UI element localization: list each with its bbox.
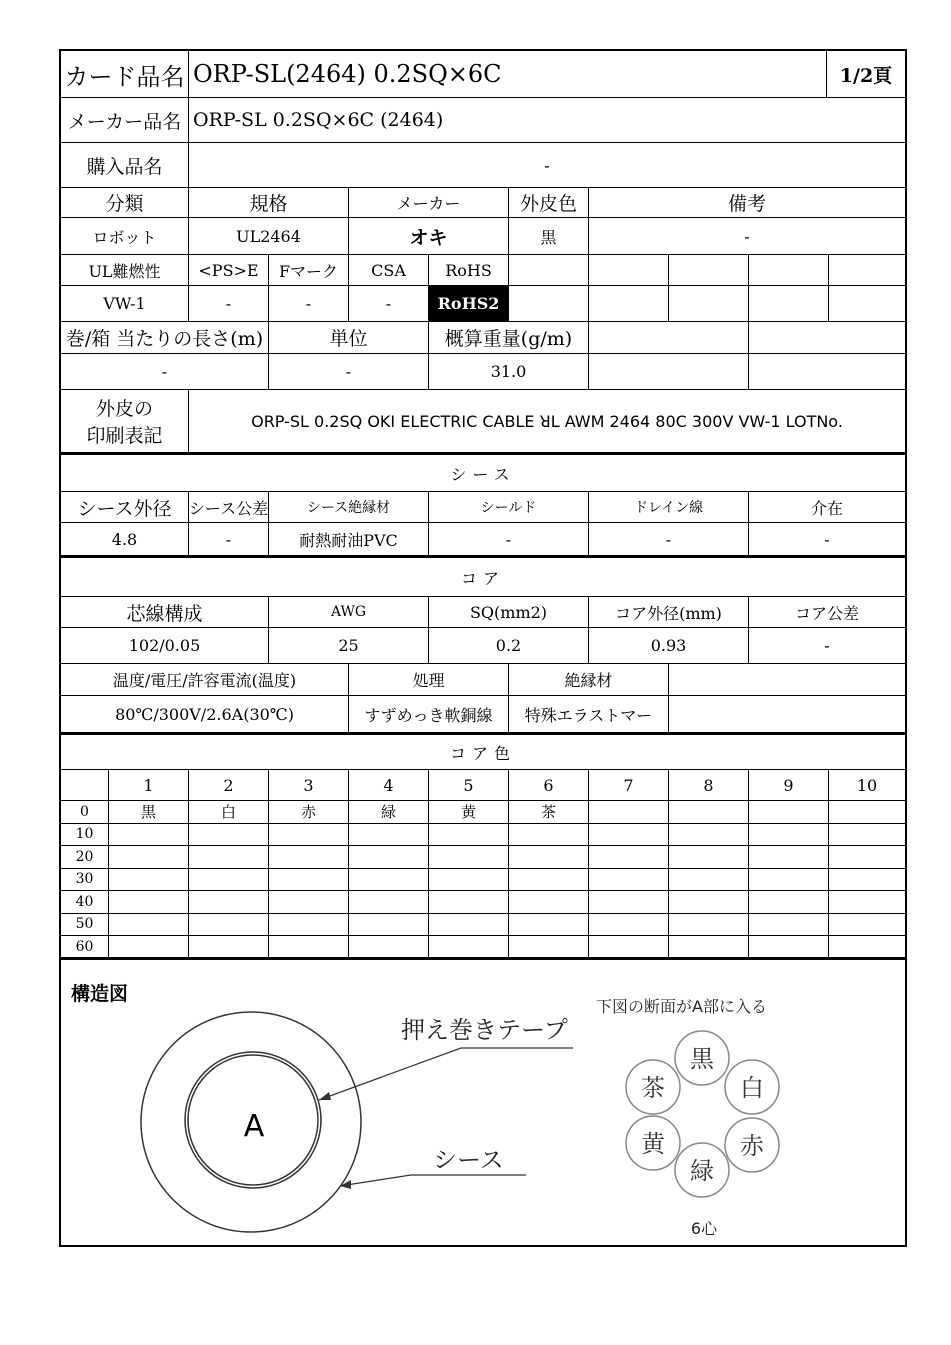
conductor-label: 芯線構成 bbox=[61, 597, 269, 628]
color-cell bbox=[589, 801, 669, 824]
weight-label: 概算重量(g/m) bbox=[429, 322, 589, 354]
color-row-label: 0 bbox=[61, 801, 109, 824]
core-color-label: 赤 bbox=[740, 1132, 764, 1160]
color-cell bbox=[669, 846, 749, 869]
color-cell bbox=[589, 869, 669, 892]
sheath-od-label: シース外径 bbox=[61, 492, 189, 523]
treatment-label: 処理 bbox=[349, 664, 509, 696]
core-cross-section bbox=[626, 1031, 779, 1197]
color-column-header: 6 bbox=[509, 770, 589, 801]
jacket-color-value: 黒 bbox=[509, 218, 589, 255]
color-cell bbox=[669, 891, 749, 914]
color-cell bbox=[669, 824, 749, 847]
color-cell bbox=[749, 914, 829, 937]
csa-value: - bbox=[349, 286, 429, 322]
sheath-leader-line bbox=[340, 1175, 526, 1186]
empty-cell bbox=[589, 286, 669, 322]
empty-cell bbox=[669, 255, 749, 286]
color-row-label: 50 bbox=[61, 914, 109, 937]
core-section-title: コア bbox=[61, 558, 905, 597]
color-cell bbox=[349, 936, 429, 959]
tape-arrow-icon bbox=[319, 1092, 331, 1100]
color-cell bbox=[269, 869, 349, 892]
sheath-insulation-value: 耐熱耐油PVC bbox=[269, 523, 429, 556]
maker-name-label: メーカー品名 bbox=[61, 98, 189, 143]
insulation-label: 絶縁材 bbox=[509, 664, 669, 696]
core-color-label: 黒 bbox=[690, 1045, 714, 1073]
conductor-value: 102/0.05 bbox=[61, 628, 269, 664]
color-column-header: 10 bbox=[829, 770, 905, 801]
color-row-label: 10 bbox=[61, 824, 109, 847]
color-row-label: 60 bbox=[61, 936, 109, 959]
color-row-label: 30 bbox=[61, 869, 109, 892]
color-cell bbox=[669, 936, 749, 959]
empty-cell bbox=[589, 255, 669, 286]
core-a-label: A bbox=[243, 1109, 265, 1144]
color-cell bbox=[269, 891, 349, 914]
tape-label: 押え巻きテープ bbox=[401, 1016, 568, 1044]
print-marking-label-line1: 外皮の bbox=[95, 398, 153, 420]
jacket-color-label: 外皮色 bbox=[509, 188, 589, 218]
awg-value: 25 bbox=[269, 628, 429, 664]
color-cell bbox=[669, 801, 749, 824]
unit-value: - bbox=[269, 354, 429, 390]
sheath-tolerance-label: シース公差 bbox=[189, 492, 269, 523]
color-column-header: 1 bbox=[109, 770, 189, 801]
color-cell bbox=[589, 824, 669, 847]
color-cell bbox=[749, 869, 829, 892]
color-cell bbox=[349, 914, 429, 937]
color-cell: 黄 bbox=[429, 801, 509, 824]
color-cell bbox=[269, 824, 349, 847]
color-cell bbox=[189, 869, 269, 892]
color-cell bbox=[349, 846, 429, 869]
sq-label: SQ(mm2) bbox=[429, 597, 589, 628]
empty-cell bbox=[749, 255, 829, 286]
color-cell bbox=[109, 936, 189, 959]
color-cell bbox=[429, 824, 509, 847]
treatment-value: すずめっき軟銅線 bbox=[349, 696, 509, 733]
ul-flame-label: UL難燃性 bbox=[61, 255, 189, 286]
color-cell: 赤 bbox=[269, 801, 349, 824]
color-cell: 茶 bbox=[509, 801, 589, 824]
color-cell bbox=[589, 846, 669, 869]
core-color-label: 白 bbox=[740, 1074, 764, 1102]
color-cell bbox=[509, 891, 589, 914]
structure-diagram-title: 構造図 bbox=[71, 983, 129, 1005]
weight-value: 31.0 bbox=[429, 354, 589, 390]
core-color-label: 緑 bbox=[690, 1157, 714, 1185]
color-cell bbox=[829, 801, 905, 824]
core-count-label: 6心 bbox=[690, 1219, 718, 1238]
print-marking-value: ORP-SL 0.2SQ OKI ELECTRIC CABLE ꓤꓡ AWM 2464 80C 300V VW-1 LOTNo. bbox=[189, 390, 905, 453]
remarks-value: - bbox=[589, 218, 905, 255]
page-number: 1/2頁 bbox=[827, 51, 905, 98]
color-cell bbox=[269, 914, 349, 937]
color-cell bbox=[829, 891, 905, 914]
length-per-roll-value: - bbox=[61, 354, 269, 390]
color-column-header: 9 bbox=[749, 770, 829, 801]
color-cell bbox=[669, 914, 749, 937]
rohs-badge: RoHS2 bbox=[429, 286, 509, 322]
color-cell bbox=[269, 846, 349, 869]
core-color-label: 茶 bbox=[641, 1074, 665, 1102]
length-per-roll-label: 巻/箱 当たりの長さ(m) bbox=[61, 322, 269, 354]
color-cell bbox=[749, 824, 829, 847]
f-mark-label: Fマーク bbox=[269, 255, 349, 286]
category-value: ロボット bbox=[61, 218, 189, 255]
remarks-label: 備考 bbox=[589, 188, 905, 218]
color-cell bbox=[829, 869, 905, 892]
f-mark-value: - bbox=[269, 286, 349, 322]
sheath-insulation-label: シース絶縁材 bbox=[269, 492, 429, 523]
empty-cell bbox=[509, 286, 589, 322]
maker-value: オキ bbox=[349, 218, 509, 255]
core-color-section-title: コア色 bbox=[61, 735, 905, 770]
color-cell bbox=[749, 891, 829, 914]
color-cell bbox=[509, 914, 589, 937]
sq-value: 0.2 bbox=[429, 628, 589, 664]
empty-cell bbox=[749, 286, 829, 322]
empty-cell bbox=[829, 255, 905, 286]
core-tolerance-label: コア公差 bbox=[749, 597, 905, 628]
color-cell bbox=[189, 936, 269, 959]
color-cell bbox=[429, 914, 509, 937]
color-cell bbox=[189, 891, 269, 914]
spec-sheet bbox=[59, 49, 907, 1247]
purchase-name-label: 購入品名 bbox=[61, 143, 189, 188]
rating-value: 80℃/300V/2.6A(30℃) bbox=[61, 696, 349, 733]
color-cell: 白 bbox=[189, 801, 269, 824]
color-table-corner bbox=[61, 770, 109, 801]
color-cell bbox=[749, 801, 829, 824]
maker-name-value: ORP-SL 0.2SQ×6C (2464) bbox=[189, 98, 905, 143]
color-cell bbox=[189, 914, 269, 937]
drain-wire-value: - bbox=[589, 523, 749, 556]
sheath-tolerance-value: - bbox=[189, 523, 269, 556]
color-cell bbox=[749, 936, 829, 959]
color-cell bbox=[669, 869, 749, 892]
color-cell bbox=[429, 869, 509, 892]
color-row-label: 20 bbox=[61, 846, 109, 869]
shield-value: - bbox=[429, 523, 589, 556]
empty-cell bbox=[509, 255, 589, 286]
empty-cell bbox=[589, 354, 749, 390]
filler-value: - bbox=[749, 523, 905, 556]
color-column-header: 5 bbox=[429, 770, 509, 801]
empty-cell bbox=[749, 354, 905, 390]
core-od-label: コア外径(mm) bbox=[589, 597, 749, 628]
color-column-header: 7 bbox=[589, 770, 669, 801]
color-cell bbox=[109, 869, 189, 892]
core-tolerance-value: - bbox=[749, 628, 905, 664]
color-cell bbox=[109, 846, 189, 869]
color-cell bbox=[829, 936, 905, 959]
purchase-name-value: - bbox=[189, 143, 905, 188]
color-cell bbox=[589, 891, 669, 914]
empty-cell bbox=[669, 286, 749, 322]
color-cell bbox=[509, 936, 589, 959]
section-note: 下図の断面がA部に入る bbox=[596, 997, 767, 1016]
empty-cell bbox=[669, 664, 905, 696]
color-column-header: 2 bbox=[189, 770, 269, 801]
color-cell bbox=[349, 824, 429, 847]
sheath-section-title: シース bbox=[61, 455, 905, 492]
color-cell: 緑 bbox=[349, 801, 429, 824]
standard-value: UL2464 bbox=[189, 218, 349, 255]
color-cell bbox=[349, 869, 429, 892]
core-od-value: 0.93 bbox=[589, 628, 749, 664]
filler-label: 介在 bbox=[749, 492, 905, 523]
empty-cell bbox=[749, 322, 905, 354]
color-cell bbox=[509, 869, 589, 892]
standard-label: 規格 bbox=[189, 188, 349, 218]
category-label: 分類 bbox=[61, 188, 189, 218]
color-cell bbox=[829, 846, 905, 869]
structure-diagram bbox=[61, 960, 905, 1245]
print-marking-label-line2: 印刷表記 bbox=[86, 425, 163, 447]
empty-cell bbox=[829, 286, 905, 322]
color-cell bbox=[269, 936, 349, 959]
color-cell bbox=[429, 936, 509, 959]
ul-flame-value: VW-1 bbox=[61, 286, 189, 322]
csa-label: CSA bbox=[349, 255, 429, 286]
color-cell bbox=[829, 824, 905, 847]
color-column-header: 3 bbox=[269, 770, 349, 801]
empty-cell bbox=[669, 696, 905, 733]
sheath-label: シース bbox=[433, 1146, 504, 1174]
color-cell bbox=[749, 846, 829, 869]
color-cell bbox=[429, 891, 509, 914]
pse-label: <PS>E bbox=[189, 255, 269, 286]
shield-label: シールド bbox=[429, 492, 589, 523]
pse-value: - bbox=[189, 286, 269, 322]
color-cell bbox=[109, 914, 189, 937]
color-cell bbox=[189, 846, 269, 869]
print-marking-label bbox=[61, 390, 189, 453]
color-cell bbox=[349, 891, 429, 914]
card-name-value: ORP-SL(2464) 0.2SQ×6C bbox=[189, 51, 827, 98]
maker-label: メーカー bbox=[349, 188, 509, 218]
drain-wire-label: ドレイン線 bbox=[589, 492, 749, 523]
color-cell: 黒 bbox=[109, 801, 189, 824]
rating-label: 温度/電圧/許容電流(温度) bbox=[61, 664, 349, 696]
insulation-value: 特殊エラストマー bbox=[509, 696, 669, 733]
awg-label: AWG bbox=[269, 597, 429, 628]
color-cell bbox=[509, 824, 589, 847]
color-cell bbox=[589, 914, 669, 937]
color-cell bbox=[109, 824, 189, 847]
empty-cell bbox=[589, 322, 749, 354]
color-row-label: 40 bbox=[61, 891, 109, 914]
color-cell bbox=[829, 914, 905, 937]
color-cell bbox=[109, 891, 189, 914]
color-cell bbox=[589, 936, 669, 959]
color-cell bbox=[189, 824, 269, 847]
rohs-label: RoHS bbox=[429, 255, 509, 286]
unit-label: 単位 bbox=[269, 322, 429, 354]
color-cell bbox=[429, 846, 509, 869]
card-name-label: カード品名 bbox=[61, 51, 189, 98]
color-cell bbox=[509, 846, 589, 869]
color-column-header: 4 bbox=[349, 770, 429, 801]
sheath-od-value: 4.8 bbox=[61, 523, 189, 556]
color-column-header: 8 bbox=[669, 770, 749, 801]
core-color-label: 黄 bbox=[641, 1130, 665, 1158]
